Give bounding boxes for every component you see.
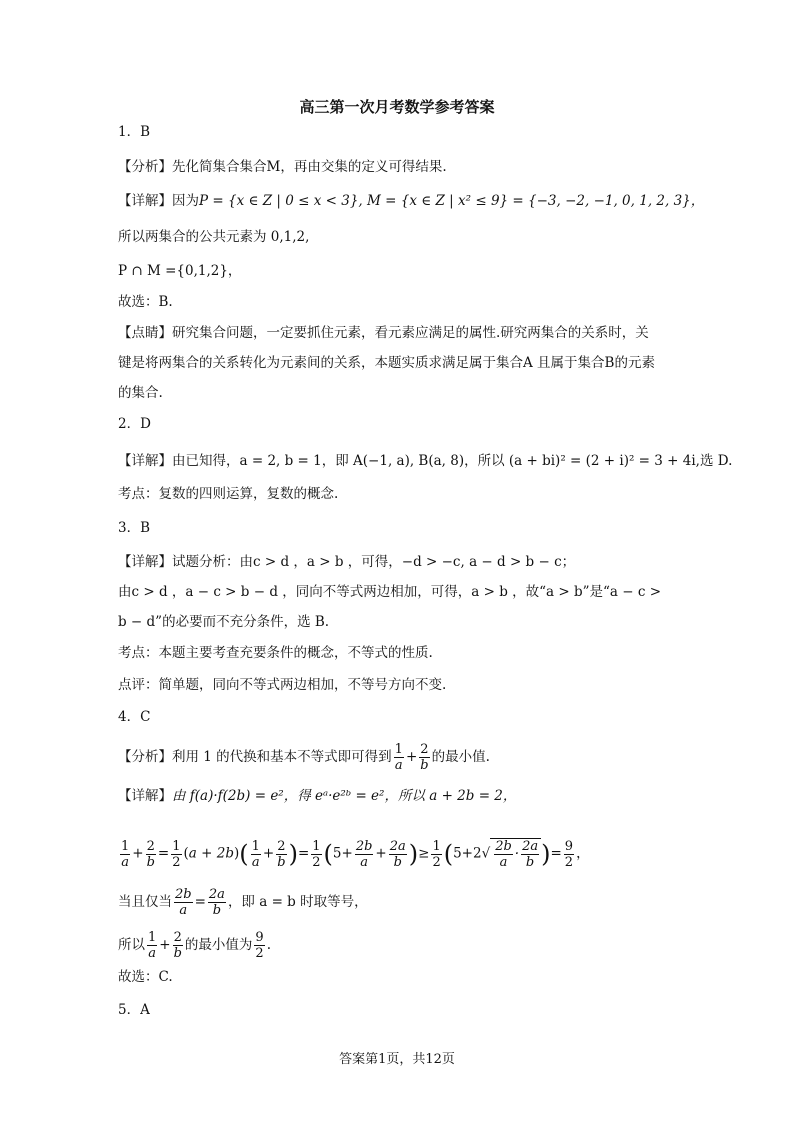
q4-condition: 当且仅当 $\frac{2b}{a}$ = $\frac{2a}{b}$ ，即 a = b 时取等号， bbox=[118, 887, 368, 918]
fraction-1-over-a: $\frac{1}{a}$ bbox=[394, 742, 403, 773]
q1-comment-line2: 键是将两集合的关系转化为元素间的关系，本题实质求满足属于集合A 且属于集合B的元素 bbox=[118, 355, 655, 371]
analysis-text: 先化简集合集合M，再由交集的定义可得结果. bbox=[172, 159, 447, 175]
q1-common-elements: 所以两集合的公共元素为 0,1,2, bbox=[118, 229, 310, 245]
q4-choice: 故选：C. bbox=[118, 969, 173, 985]
q4-answer: 4．C bbox=[118, 709, 151, 725]
detail-label: 【详解】 bbox=[118, 788, 172, 804]
q1-comment: 【点睛】研究集合问题，一定要抓住元素，看元素应满足的属性.研究两集合的关系时，关 bbox=[118, 325, 649, 341]
q1-answer: 1．B bbox=[118, 124, 151, 140]
q3-kaodian: 考点：本题主要考查充要条件的概念，不等式的性质. bbox=[118, 645, 433, 661]
q3-dianping: 点评：简单题，同向不等式两边相加，不等号方向不变. bbox=[118, 677, 447, 693]
q3-detail-line3: b − d”的必要而不充分条件，选 B. bbox=[118, 614, 330, 630]
q3-detail-line2: 由c > d ，a − c > b − d ，同向不等式两边相加，可得，a > b ，故“a > b”是“a − c > bbox=[118, 584, 662, 600]
q2-detail: 【详解】由已知得，a = 2, b = 1，即 A(−1, a), B(a, 8)，所以 (a + bi)² = (2 + i)² = 3 + 4i,选 D. bbox=[118, 453, 733, 469]
q1-comment-line3: 的集合. bbox=[118, 385, 163, 401]
q4-minimum: 所以 $\frac{1}{a}$ + $\frac{2}{b}$ 的最小值为 $\frac{9}{2}$ . bbox=[118, 930, 271, 961]
q5-answer: 5．A bbox=[118, 1002, 150, 1018]
q1-analysis bbox=[118, 157, 688, 177]
q3-answer: 3．B bbox=[118, 520, 151, 536]
page-title: 高三第一次月考数学参考答案 bbox=[299, 98, 495, 116]
page-footer: 答案第1页，共12页 bbox=[339, 1052, 455, 1067]
detail-label: 【详解】 bbox=[118, 193, 172, 209]
fraction-2-over-b: $\frac{2}{b}$ bbox=[420, 742, 429, 773]
q2-kaodian: 考点：复数的四则运算，复数的概念. bbox=[118, 486, 339, 502]
q4-detail: 【详解】由 f(a)·f(2b) = e²，得 eᵃ·e²ᵇ = e²，所以 a + 2b = 2， bbox=[118, 788, 517, 804]
q1-detail: 【详解】因为P = {x ∈ Z | 0 ≤ x < 3}, M = {x ∈ Z | x² ≤ 9} = {−3, −2, −1, 0, 1, 2, 3}， bbox=[118, 193, 705, 209]
q1-set-expression: P = {x ∈ Z | 0 ≤ x < 3}, M = {x ∈ Z | x² ≤ 9} = {−3, −2, −1, 0, 1, 2, 3}， bbox=[199, 193, 705, 209]
q1-choice: 故选：B. bbox=[118, 294, 173, 310]
detail-label: 【详解】 bbox=[118, 554, 172, 570]
comment-label: 【点睛】 bbox=[118, 325, 172, 341]
q3-detail: 【详解】试题分析：由c > d ，a > b ，可得，−d > −c, a − d > b − c； bbox=[118, 554, 576, 570]
q2-answer: 2．D bbox=[118, 416, 151, 432]
q4-inequality: $\frac{1}{a}$ + $\frac{2}{b}$ = $\frac{1}{2}$ (a + 2b)( $\frac{1}{a}$ + $\frac{2}{b}$ )= $\frac{1}{2}$ (5+ $\frac{2b}{a}$ + $\frac{2a}{b}$ )≥ $\frac{1}{2}$ (5+2√ $\frac{2b}{a}$ · $\frac{2a}{b}$ )= $\frac{9}{2}$ ， bbox=[121, 838, 590, 870]
q1-intersection: P ∩ M ={0,1,2}， bbox=[118, 263, 242, 279]
detail-label: 【详解】 bbox=[118, 453, 172, 469]
q4-analysis: 【分析】利用 1 的代换和基本不等式即可得到 $\frac{1}{a}$ + $\frac{2}{b}$ 的最小值. bbox=[118, 742, 490, 773]
analysis-label: 【分析】 bbox=[118, 159, 172, 175]
analysis-label: 【分析】 bbox=[118, 749, 172, 765]
